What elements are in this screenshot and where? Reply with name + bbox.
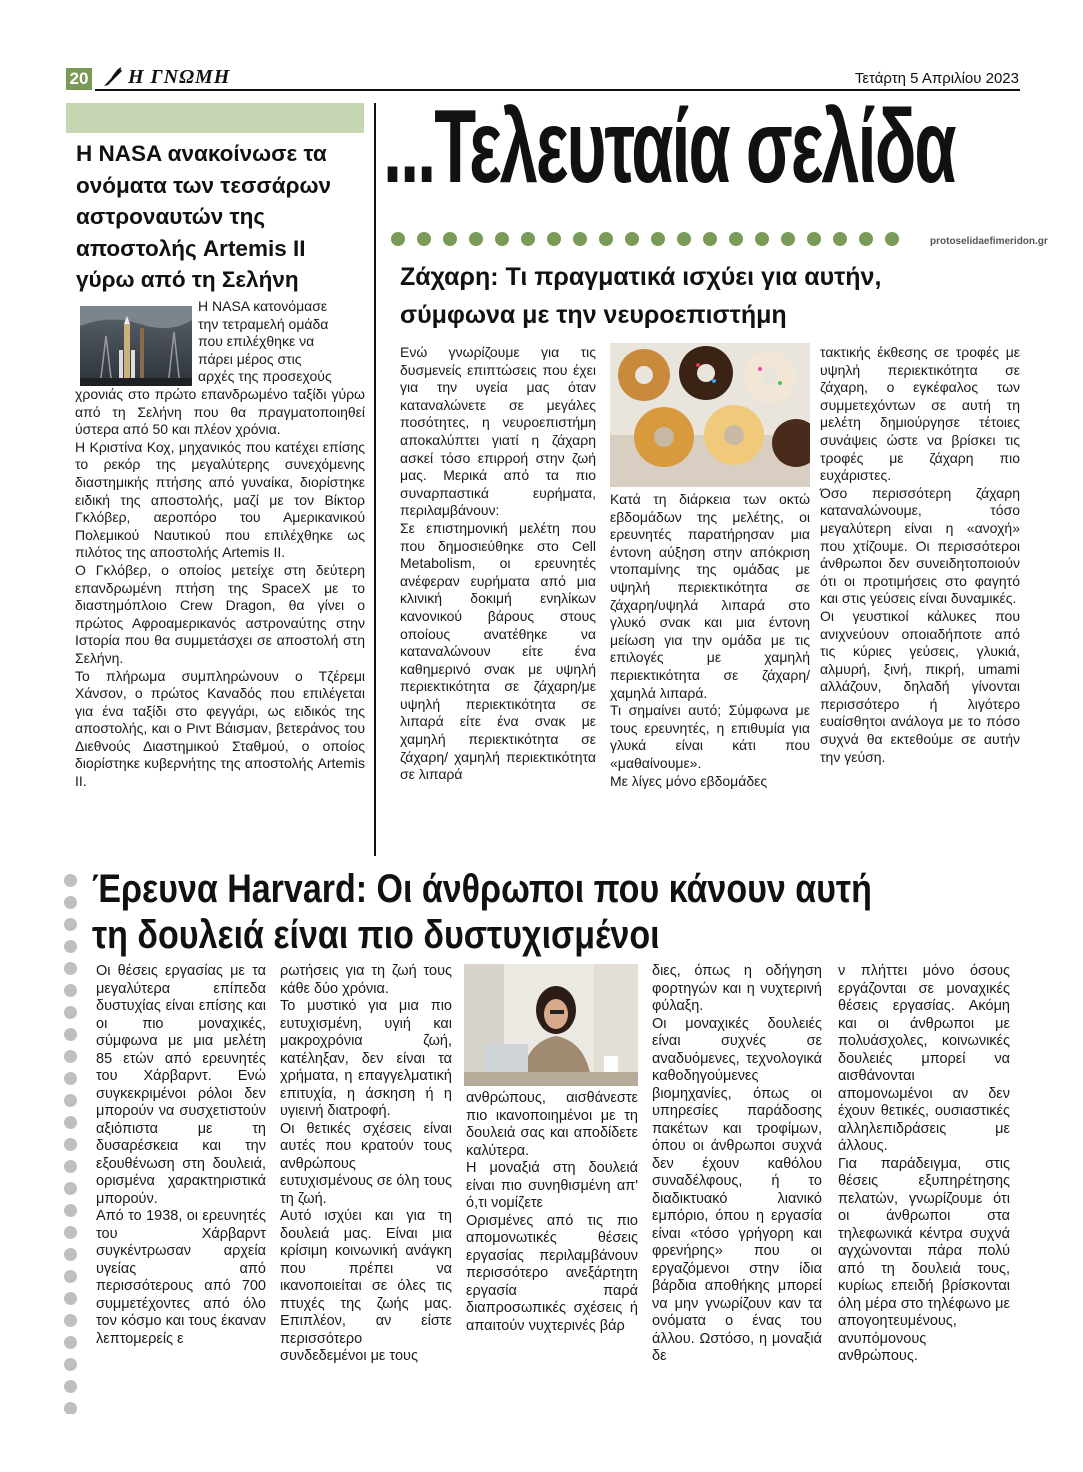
harvard-col-2: ρωτήσεις για τη ζωή τους κάθε δύο χρόνια. Το μυστικό για μια πιο ευτυχισμένη, υγιή και μακροχρόνια ζωή, κατέληξαν, δεν είναι τα χρήματα, η επαγγελματική επιτυχία, η άσκηση ή η υγιεινή διατροφή. Οι θετικές σχέσεις είναι αυτές που κρατούν τους ανθρώπους ευτυχισμένους σε όλη τους τη ζωή. Αυτό ισχύει και για τη δουλειά μας. Είναι μια κρίσιμη κοινωνική ανάγκη που πρέπει να ικανοποιείται σε όλες τις πτυχές της ζωής μας. Επιπλέον, αν είστε περισσότερο συνδεδεμένοι με τους <box>280 963 452 1364</box>
sugar-col-1: Ενώ γνωρίζουμε για τις δυσμενείς επιπτώσεις που έχει για την υγεία μας όταν καταναλώνετε σε μεγάλες ποσότητες, η νευροεπιστήμη αποκαλύπτει γιατί η ζάχαρη ασκεί τόσο επιρροή στην ζωή μας. Μερικά από τα πιο συναρπαστικά ευρήματα, περιλαμβάνουν: Σε επιστημονική μελέτη που που δημοσιεύθηκε στο Cell Metabolism, οι ερευνητές ανέφεραν ευρήματα από μια κλινική δοκιμή ενηλίκων κανονικού βάρους στους οποίους ανατέθηκε να καταναλώνουν είτε ένα καθημερινό σνακ με υψηλή περιεκτικότητα σε ζάχαρη/με υψηλή περιεκτικότητα σε λιπαρά είτε ένα σνακ με χαμηλή περιεκτικότητα σε ζάχαρη/ χαμηλή περιεκτικότητα σε λιπαρά <box>400 344 596 783</box>
donuts-photo <box>610 343 810 487</box>
column-divider <box>374 103 376 856</box>
dot-row <box>391 232 931 248</box>
page-number: 20 <box>66 68 92 90</box>
quill-icon <box>102 66 124 88</box>
sugar-col-2: Κατά τη διάρκεια των οκτώ εβδομάδων της μελέτης, οι ερευνητές παρατήρησαν μια έντονη αύξηση στην απόκριση ντοπαμίνης της ομάδας με υψηλή περιεκτικότητα σε ζάχαρη/υψηλά λιπαρά στο γλυκό σνακ και μια έντονη μείωση για την ομάδα με τις επιλογές με χαμηλή περιεκτικότητα σε ζάχαρη/χαμηλά λιπαρά. Τι σημαίνει αυτό; Σύμφωνα με τους ερευνητές, η επιθυμία για γλυκά είναι κάτι που «μαθαίνουμε». Με λίγες μόνο εβδομάδες <box>610 491 810 789</box>
nasa-headline: Η NASA ανακοίνωσε τα ονόματα των τεσσάρων αστροναυτών της αποστολής Artemis II γύρω από τη Σελήνη <box>76 141 332 292</box>
nasa-title-bar <box>66 103 364 133</box>
nasa-intro: Η NASA κατονόμασε την τετραμελή ομάδα που επιλέχθηκε να πάρει μέρος στις αρχές της προσεχούς <box>198 298 332 385</box>
header-rule <box>95 89 1020 91</box>
paper-name: Η ΓΝΩΜΗ <box>128 66 231 88</box>
gray-dot-column <box>64 874 78 1414</box>
harvard-col-4: διες, όπως η οδήγηση φορτηγών και η νυχτερινή φύλαξη. Οι μοναχικές δουλειές είναι συχνές σε αναδυόμενες, τεχνολογικά καθοδηγούμενες βιομηχανίες, όπως οι υπηρεσίες παράδοσης πακέτων και τροφίμων, όπου οι άνθρωποι συχνά δεν έχουν καθόλου συναδέλφους, ή το διαδικτυακό λιανικό εμπόριο, όπου η εργασία είναι «τόσο γρήγορη και φρενήρης» που οι εργαζόμενοι στην ίδια βάρδια αποθήκης μπορεί να μην γνωρίζουν καν τα ονόματα ο ένας του άλλου. Ωστόσο, η μοναξιά δε <box>652 963 822 1364</box>
watermark: protoselidaefimeridon.gr <box>930 236 1048 247</box>
section-title: ...Τελευταία σελίδα <box>383 92 955 202</box>
harvard-col-3: ανθρώπους, αισθάνεστε πιο ικανοποιημένοι με τη δουλειά σας και αποδίδετε καλύτερα. Η μοναξιά στη δουλειά είναι πιο συνηθισμένη απ' ό,τι νομίζετε Ορισμένες από τις πιο απομονωτικές θέσεις εργασίας περιλαμβάνουν περισσότερο ανεξάρτητη εργασία παρά διαπροσωπικές σχέσεις ή απαιτούν νυχτερινές βάρ <box>466 1090 638 1334</box>
nasa-body: χρονιάς στο πρώτο επανδρωμένο ταξίδι γύρω από τη Σελήνη που θα πραγματοποιηθεί ύστερα από 50 και πλέον χρόνια. Η Κριστίνα Κοχ, μηχανικός που κατέχει επίσης το ρεκόρ της μεγαλύτερης συνεχόμενης διαστημικής πτήσης από γυναίκα, διορίστηκε ειδική της αποστολής, μαζί με τον Βίκτορ Γκλόβερ, αεροπόρο του Αμερικανικού Πολεμικού Ναυτικού που επιλέχθηκε ως πιλότος της αποστολής Artemis II. Ο Γκλόβερ, ο οποίος μετείχε στη δεύτερη επανδρωμένη πτήση της SpaceX με το διαστημόπλοιο Crew Dragon, θα γίνει ο πρώτος Αφροαμερικανός αστροναύτης στην Ιστορία που θα συμμετάσχει σε αποστολή στη Σελήνη. Το πλήρωμα συμπληρώνουν ο Τζέρεμι Χάνσον, ο πρώτος Καναδός που επιλέγεται για ένα ταξίδι στο φεγγάρι, ως ειδικός της αποστολής, και ο Ριντ Βάισμαν, βετεράνος του Διεθνούς Διαστημικού Σταθμού, ο οποίος διορίστηκε κυβερνήτης της αποστολής Artemis II. <box>75 386 365 790</box>
sugar-col-3: τακτικής έκθεσης σε τροφές με υψηλή περιεκτικότητα σε ζάχαρη, ο εγκέφαλος των συμμετεχόντων σε αυτή τη μελέτη δημιούργησε τέτοιες συνάψεις ώστε να βρίσκει τις τροφές με ζάχαρη πιο ευχάριστες. Όσο περισσότερη ζάχαρη καταναλώνουμε, τόσο μεγαλύτερη είναι η «ανοχή» που χτίζουμε. Οι περισσότεροι άνθρωποι δεν συνειδητοποιούν ότι οι προτιμήσεις στο φαγητό και στις γεύσεις είναι δυναμικές. Οι γευστικοί κάλυκες που ανιχνεύουν οποιαδήποτε από τις κύριες γεύσεις, γλυκιά, αλμυρή, ξινή, πικρή, umami αλλάζουν, δηλαδή γίνονται περισσότερο ή λιγότερο ευαίσθητοι ανάλογα με το πόσο συχνά θα εκτεθούμε σε αυτήν την γεύση. <box>820 344 1020 765</box>
office-photo <box>464 964 638 1086</box>
sugar-headline: Ζάχαρη: Τι πραγματικά ισχύει για αυτήν, σύμφωνα με την νευροεπιστήμη <box>400 263 882 329</box>
rocket-photo <box>80 306 192 386</box>
harvard-col-1: Οι θέσεις εργασίας με τα μεγαλύτερα επίπεδα δυστυχίας είναι επίσης και οι πιο μοναχικές, σύμφωνα με μια μελέτη 85 ετών από ερευνητές του Χάρβαρντ. Ενώ συγκεκριμένοι ρόλοι δεν μπορούν να συσχετιστούν αξιόπιστα με τη δυσαρέσκεια και την εξουθένωση στη δουλειά, ορισμένα χαρακτηριστικά μπορούν. Από το 1938, οι ερευνητές του Χάρβαρντ συγκέντρωσαν αρχεία υγείας από περισσότερους από 700 συμμετέχοντες από όλο τον κόσμο και τους έκαναν λεπτομερείς ε <box>96 963 266 1347</box>
harvard-headline: Έρευνα Harvard: Οι άνθρωποι που κάνουν αυτή τη δουλειά είναι πιο δυστυχισμένοι <box>92 867 872 957</box>
issue-date: Τετάρτη 5 Απριλίου 2023 <box>854 70 1019 87</box>
harvard-col-5: ν πλήττει μόνο όσους εργάζονται σε μοναχικές θέσεις εργασίας. Ακόμη και οι άνθρωποι με πολυάσχολες, κοινωνικές δουλειές μπορεί να αισθάνονται απομονωμένοι αν δεν έχουν θετικές, ουσιαστικές αλληλεπιδράσεις με άλλους. Για παράδειγμα, στις θέσεις εξυπηρέτησης πελατών, γνωρίζουμε ότι οι άνθρωποι στα τηλεφωνικά κέντρα συχνά αγχώνονται πάρα πολύ από τη δουλειά τους, κυρίως επειδή βρίσκονται όλη μέρα στο τηλέφωνο με απογοητευμένους, ανυπόμονους ανθρώπους. <box>838 963 1010 1364</box>
